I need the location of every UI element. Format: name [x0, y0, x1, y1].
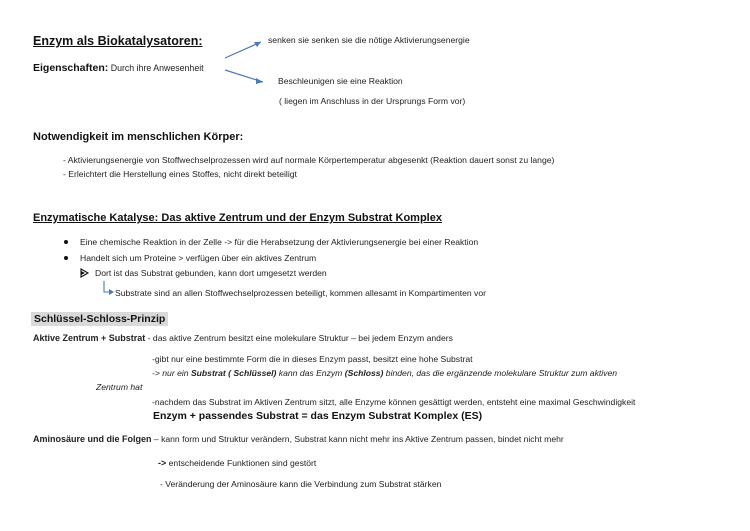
schluessel-line-d: (Schloss)	[344, 368, 384, 378]
gesaettigt-line: -nachdem das Substrat im Aktiven Zentrum sitzt, alle Enzyme können gesättigt werden, entsteht eine maximal Geschwindigkeit	[152, 397, 636, 407]
schluessel-line	[152, 368, 617, 378]
zentrum-hat-line: Zentrum hat	[96, 382, 143, 392]
aminosaeure-label: Aminosäure und die Folgen	[33, 434, 152, 444]
bullet-dot	[64, 256, 68, 260]
notwendigkeit-item-1: - Aktivierungsenergie von Stoffwechselprozessen wird auf normale Körpertemperatur abgesenkt (Reaktion dauert sonst zu lange)	[63, 155, 555, 165]
aktive-zentrum-label: Aktive Zentrum + Substrat	[33, 333, 146, 343]
schluessel-line-c: kann das Enzym	[276, 368, 345, 378]
schluessel-schloss-heading: Schlüssel-Schloss-Prinzip	[31, 312, 168, 326]
aktive-zentrum-text: - das aktive Zentrum besitzt eine molekulare Struktur – bei jedem Enzym anders	[145, 333, 453, 343]
katalyse-bullet-1: Eine chemische Reaktion in der Zelle -> für die Herabsetzung der Aktivierungsenergie bei einer Reaktion	[80, 237, 479, 247]
title-schluessel-schloss	[31, 309, 168, 327]
arrow1-text: senken sie senken sie die nötige Aktivierungsenergie	[268, 35, 470, 45]
eigenschaften-text: Durch ihre Anwesenheit	[108, 63, 204, 73]
notwendigkeit-item-2: - Erleichtert die Herstellung eines Stoffes, nicht direkt beteiligt	[63, 169, 297, 179]
bullet-dot	[64, 240, 68, 244]
form-line: -gibt nur eine bestimmte Form die in dieses Enzym passt, besitzt eine hohe Substrat	[152, 354, 473, 364]
eigenschaften-label: Eigenschaften:	[33, 62, 109, 74]
title-katalyse: Enzymatische Katalyse: Das aktive Zentrum und der Enzym Substrat Komplex	[33, 212, 442, 224]
arrow-down-icon	[223, 68, 283, 98]
schluessel-line-e: binden, das die ergänzende molekulare Struktur zum aktiven	[383, 368, 618, 378]
schluessel-line-a: -> nur ein	[152, 368, 191, 378]
title-biokatalysatoren: Enzym als Biokatalysatoren:	[33, 34, 203, 48]
aminosaeure-line	[33, 434, 564, 444]
arrow2-sub: ( liegen im Anschluss in der Ursprungs Form vor)	[279, 96, 466, 106]
funktionen-arrow: ->	[158, 458, 167, 468]
funktionen-text: entscheidende Funktionen sind gestört	[166, 458, 317, 468]
aktive-zentrum-line	[33, 333, 453, 343]
schluessel-line-b: Substrat ( Schlüssel)	[190, 368, 277, 378]
es-komplex-line: Enzym + passendes Substrat = das Enzym Substrat Komplex (ES)	[153, 410, 483, 422]
aminosaeure-text: – kann form und Struktur verändern, Substrat kann nicht mehr ins Aktive Zentrum passen, bindet nicht mehr	[151, 434, 564, 444]
arrow2-text: Beschleunigen sie eine Reaktion	[278, 76, 403, 86]
funktionen-line	[158, 458, 316, 468]
katalyse-sub-sub: Substrate sind an allen Stoffwechselprozessen beteiligt, kommen allesamt in Kompartimenten vor	[115, 288, 486, 298]
katalyse-bullet-2: Handelt sich um Proteine > verfügen über ein aktives Zentrum	[80, 253, 317, 263]
eigenschaften-line	[33, 62, 204, 74]
title-notwendigkeit: Notwendigkeit im menschlichen Körper:	[33, 131, 244, 143]
arrowhead-bullet-icon	[80, 268, 90, 278]
katalyse-sub-bullet: Dort ist das Substrat gebunden, kann dort umgesetzt werden	[95, 268, 327, 278]
veraenderung-line: - Veränderung der Aminosäure kann die Verbindung zum Substrat stärken	[160, 479, 442, 489]
